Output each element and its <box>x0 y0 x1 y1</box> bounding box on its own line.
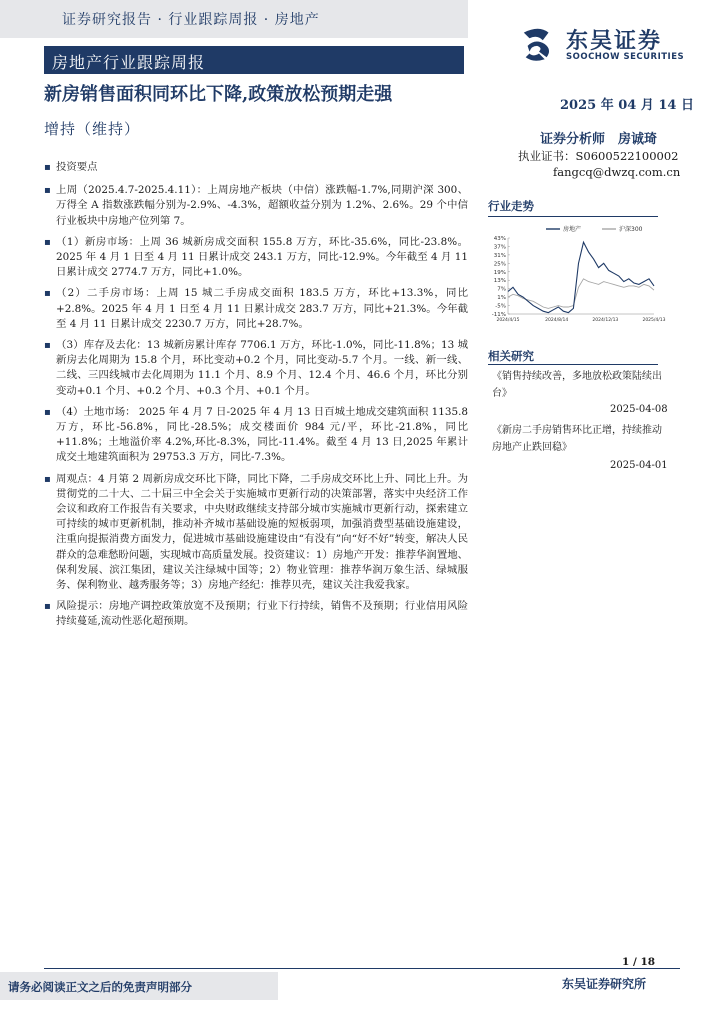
company-name-en: SOOCHOW SECURITIES <box>566 52 685 62</box>
bullet-last-week: ▪ 上周（2025.4.7-2025.4.11）：上周房地产板块（中信）涨跌幅-1.7%,同期沪深 300、万得全 A 指数涨跌幅分别为-2.9%、-4.3%，超额收益分别为 1.2%、2.6%。29 个中信行业板块中房地产位列第 7。 <box>44 183 468 229</box>
bullet-weekly-view: ▪ 周观点：4 月第 2 周新房成交环比下降，同比下降，二手房成交环比上升、同比上升。为贯彻党的二十大、二十届三中全会关于实施城市更新行动的决策部署，落实中央经济工作会议和政府工作报告有关要求，中央财政继续支持部分城市实施城市更新行动，探索建立可持续的城市更新机制，推动补齐城市基础设施的短板弱项，加强消费型基础设施建设，注重向提振消费方面发力，促进城市基础设施建设由“有没有”向“好不好”转变，解决人民群众的急难愁盼问题，实现城市高质量发展。投资建议：1）房地产开发：推荐华润置地、保利发展、滨江集团，建议关注绿城中国等；2）物业管理：推荐华润万象生活、绿城服务、保利物业、越秀服务等；3）房地产经纪：推荐贝壳，建议关注我爱我家。 <box>44 472 468 594</box>
analyst-cert: 执业证书：S0600522100002 <box>518 149 679 163</box>
x-tick-label: 2024/12/13 <box>592 318 619 323</box>
key-points <box>44 160 468 636</box>
company-name-cn: 东吴证券 <box>566 28 663 54</box>
legend-label: 沪深300 <box>619 226 643 233</box>
page-number: 1 / 18 <box>622 956 656 968</box>
series-line-0 <box>508 242 654 312</box>
y-tick-label: 7% <box>497 286 506 293</box>
trend-heading: 行业走势 <box>488 199 534 213</box>
trend-divider <box>488 216 658 217</box>
bullet-risk: ▪ 风险提示：房地产调控政策放宽不及预期；行业下行持续，销售不及预期；行业信用风险持续蔓延,流动性恶化超预期。 <box>44 599 468 629</box>
y-tick-label: 13% <box>493 278 506 285</box>
series-line-1 <box>508 279 654 309</box>
y-tick-label: -5% <box>495 303 506 310</box>
analyst-name: 证券分析师 房诚琦 <box>540 132 658 147</box>
bullet-new-home: ▪ （1）新房市场：上周 36 城新房成交面积 155.8 万方，环比-35.6%，同比-23.8%。2025 年 4 月 1 日至 4 月 11 日累计成交 243.1 万方，同比-12.9%。今年截至 4 月 11 日累计成交 2774.7 万方，同比+1.0%。 <box>44 235 468 281</box>
related-item-1-date: 2025-04-08 <box>610 404 668 415</box>
y-tick-label: 37% <box>493 244 506 251</box>
related-item-2-date: 2025-04-01 <box>610 460 668 471</box>
report-title: 新房销售面积同环比下降,政策放松预期走强 <box>44 84 393 105</box>
breadcrumb: 证券研究报告 · 行业跟踪周报 · 房地产 <box>62 12 320 28</box>
x-tick-label: 2025/4/13 <box>642 318 666 323</box>
legend-label: 房地产 <box>563 226 582 233</box>
report-date: 2025 年 04 月 14 日 <box>560 98 694 113</box>
bullet-heading: ▪ 投资要点 <box>44 160 468 175</box>
footer-divider <box>44 968 680 969</box>
related-item-1[interactable]: 《销售持续改善，多地放松政策陆续出台》 <box>492 371 662 399</box>
y-tick-label: 1% <box>497 295 506 302</box>
y-tick-label: -11% <box>491 312 506 318</box>
y-tick-label: 25% <box>493 261 506 268</box>
related-heading: 相关研究 <box>488 349 534 363</box>
y-tick-label: 43% <box>493 236 506 242</box>
bullet-land: ▪ （4）土地市场： 2025 年 4 月 7 日-2025 年 4 月 13 日百城土地成交建筑面积 1135.8 万方，环比-56.8%，同比-28.5%；成交楼面价 984 元/平，环比-21.8%，同比+11.8%；土地溢价率 4.2%,环比-8.3%，同比-11.4%。截至 4 月 13 日,2025 年累计成交土地建筑面积为 29753.3 万方，同比-7.3%。 <box>44 405 468 466</box>
y-tick-label: 19% <box>493 269 506 276</box>
x-tick-label: 2024/8/14 <box>545 318 569 323</box>
industry-trend-chart <box>484 222 666 334</box>
company-logo-icon <box>520 24 558 64</box>
footer-institute: 东吴证券研究所 <box>562 977 647 991</box>
y-tick-label: 31% <box>493 252 506 259</box>
bullet-inventory: ▪ （3）库存及去化：13 城新房累计库存 7706.1 万方，环比-1.0%，同比-11.8%；13 城新房去化周期为 15.8 个月，环比变动+0.2 个月，同比变动-5.7 个月。一线、新一线、二线、三四线城市去化周期为 11.1 个月、8.9 个月、12.4 个月、46.6 个月，环比分别变动+0.1 个月、+0.2 个月、+0.3 个月、+0.1 个月。 <box>44 338 468 399</box>
report-tag: 房地产行业跟踪周报 <box>52 53 206 72</box>
footer-disclaimer: 请务必阅读正文之后的免责声明部分 <box>8 980 192 994</box>
rating: 增持（维持） <box>44 120 141 138</box>
x-tick-label: 2024/4/15 <box>496 318 520 323</box>
analyst-email[interactable]: fangcq@dwzq.com.cn <box>553 165 681 179</box>
related-divider <box>488 364 658 365</box>
bullet-second-hand: ▪ （2）二手房市场：上周 15 城二手房成交面积 183.5 万方，环比+13.3%，同比+2.8%。2025 年 4 月 1 日至 4 月 11 日累计成交 283.7 万方，同比+21.3%。今年截至 4 月 11 日累计成交 2230.7 万方，同比+28.7%。 <box>44 286 468 332</box>
related-item-2[interactable]: 《新房二手房销售环比正增，持续推动房地产止跌回稳》 <box>492 425 662 453</box>
